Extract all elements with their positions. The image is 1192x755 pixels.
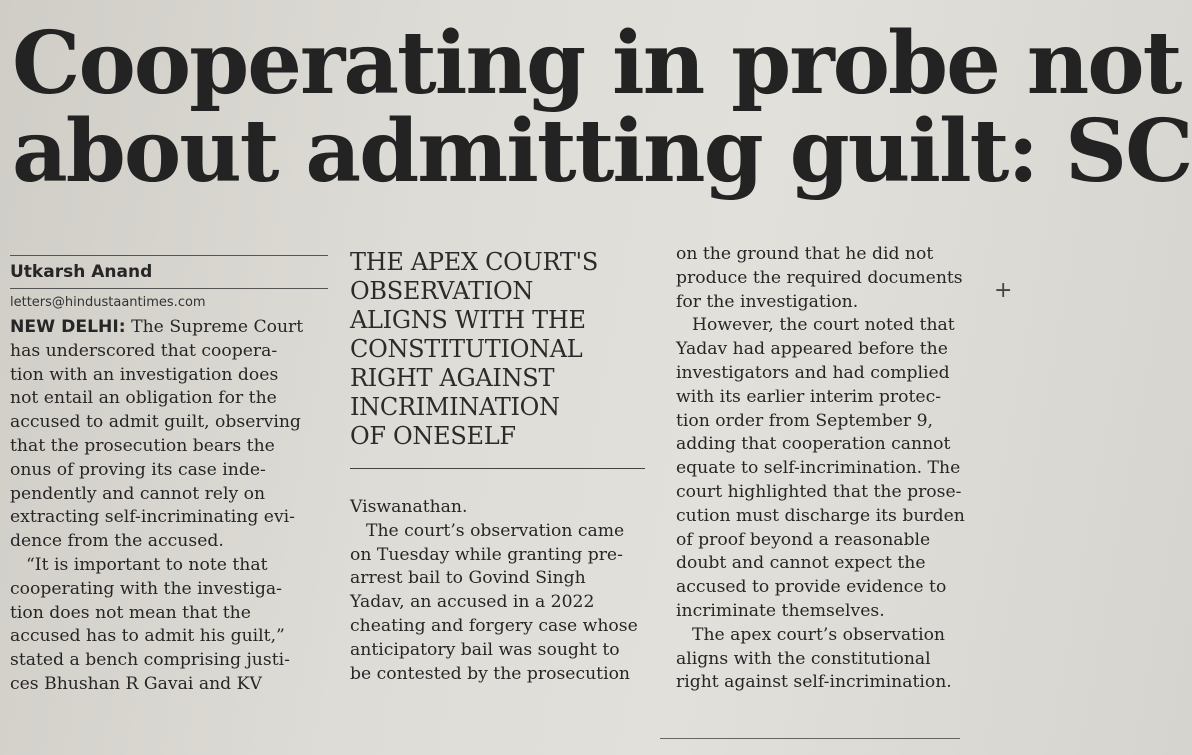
text-line: for the investigation. [676, 291, 859, 312]
text-line: doubt and cannot expect the [676, 553, 926, 574]
plus-mark-icon: + [994, 278, 1013, 303]
pull-quote [350, 248, 650, 451]
text-line: Yadav, an accused in a 2022 [350, 592, 595, 613]
pull-quote-line: OF ONESELF [350, 422, 516, 450]
text-line: ces Bhushan R Gavai and KV [10, 673, 262, 694]
text-line: accused has to admit his guilt,” [10, 626, 285, 647]
text-line: However, the court noted that [692, 315, 955, 336]
pull-quote-line: THE APEX COURT'S [350, 248, 598, 276]
text-line: cheating and forgery case whose [350, 615, 638, 636]
headline [12, 13, 1192, 202]
text-line: tion with an investigation does [10, 364, 279, 385]
text-line: extracting self-incriminating evi- [10, 507, 295, 528]
dateline: NEW DELHI: [10, 317, 126, 337]
text-line: investigators and had complied [676, 362, 950, 383]
headline-line-1: Cooperating in probe not [12, 13, 1181, 114]
column-3 [676, 243, 976, 695]
text-line: be contested by the prosecution [350, 663, 630, 684]
bottom-rule [660, 738, 960, 739]
text-line: accused to admit guilt, observing [10, 412, 301, 433]
text-fragment: The Supreme Court [125, 317, 304, 337]
text-line: Viswanathan. [350, 497, 468, 517]
column-2 [350, 248, 650, 686]
pull-quote-line: CONSTITUTIONAL [350, 335, 583, 363]
column-2-text [350, 496, 650, 686]
text-line: equate to self-incrimination. The [676, 458, 961, 479]
text-line: cution must discharge its burden [676, 505, 965, 526]
text-line: cooperating with the investiga- [10, 578, 282, 599]
text-line: tion order from September 9, [676, 410, 933, 431]
text-line: accused to provide evidence to [676, 577, 947, 598]
text-line: incriminate themselves. [676, 600, 885, 621]
pull-quote-line: ALIGNS WITH THE [350, 306, 586, 334]
text-line: aligns with the constitutional [676, 648, 931, 669]
pull-quote-line: RIGHT AGAINST [350, 364, 555, 392]
text-line [10, 316, 328, 340]
text-line: Yadav had appeared before the [676, 339, 948, 360]
text-line: dence from the accused. [10, 531, 224, 552]
text-line: on the ground that he did not [676, 244, 934, 264]
text-line: anticipatory bail was sought to [350, 639, 620, 660]
byline-author: Utkarsh Anand [10, 262, 153, 282]
text-line: not entail an obligation for the [10, 388, 277, 409]
text-line: The court’s observation came [366, 520, 625, 541]
column-1 [10, 255, 328, 697]
text-line: court highlighted that the prose- [676, 481, 962, 502]
text-line: right against self-incrimination. [676, 672, 952, 693]
text-line: has underscored that coopera- [10, 340, 278, 361]
byline-email: letters@hindustaantimes.com [10, 288, 328, 316]
column-3-text [676, 243, 976, 695]
text-line: produce the required documents [676, 267, 963, 288]
text-line: pendently and cannot rely on [10, 483, 266, 504]
text-line: of proof beyond a reasonable [676, 529, 931, 550]
text-line: stated a bench comprising justi- [10, 650, 290, 671]
text-line: onus of proving its case inde- [10, 459, 266, 480]
pull-quote-line: OBSERVATION [350, 277, 534, 305]
text-line: The apex court’s observation [692, 624, 945, 645]
pull-quote-rule [350, 468, 645, 469]
text-line: with its earlier interim protec- [676, 386, 942, 407]
text-line: “It is important to note that [26, 554, 268, 575]
text-line: tion does not mean that the [10, 602, 251, 623]
pull-quote-line: INCRIMINATION [350, 393, 560, 421]
headline-line-2: about admitting guilt: SC [12, 101, 1192, 202]
text-line: arrest bail to Govind Singh [350, 568, 586, 589]
text-line: adding that cooperation cannot [676, 434, 951, 455]
text-line: on Tuesday while granting pre- [350, 544, 623, 565]
text-line: that the prosecution bears the [10, 435, 275, 456]
column-1-text [10, 316, 328, 697]
